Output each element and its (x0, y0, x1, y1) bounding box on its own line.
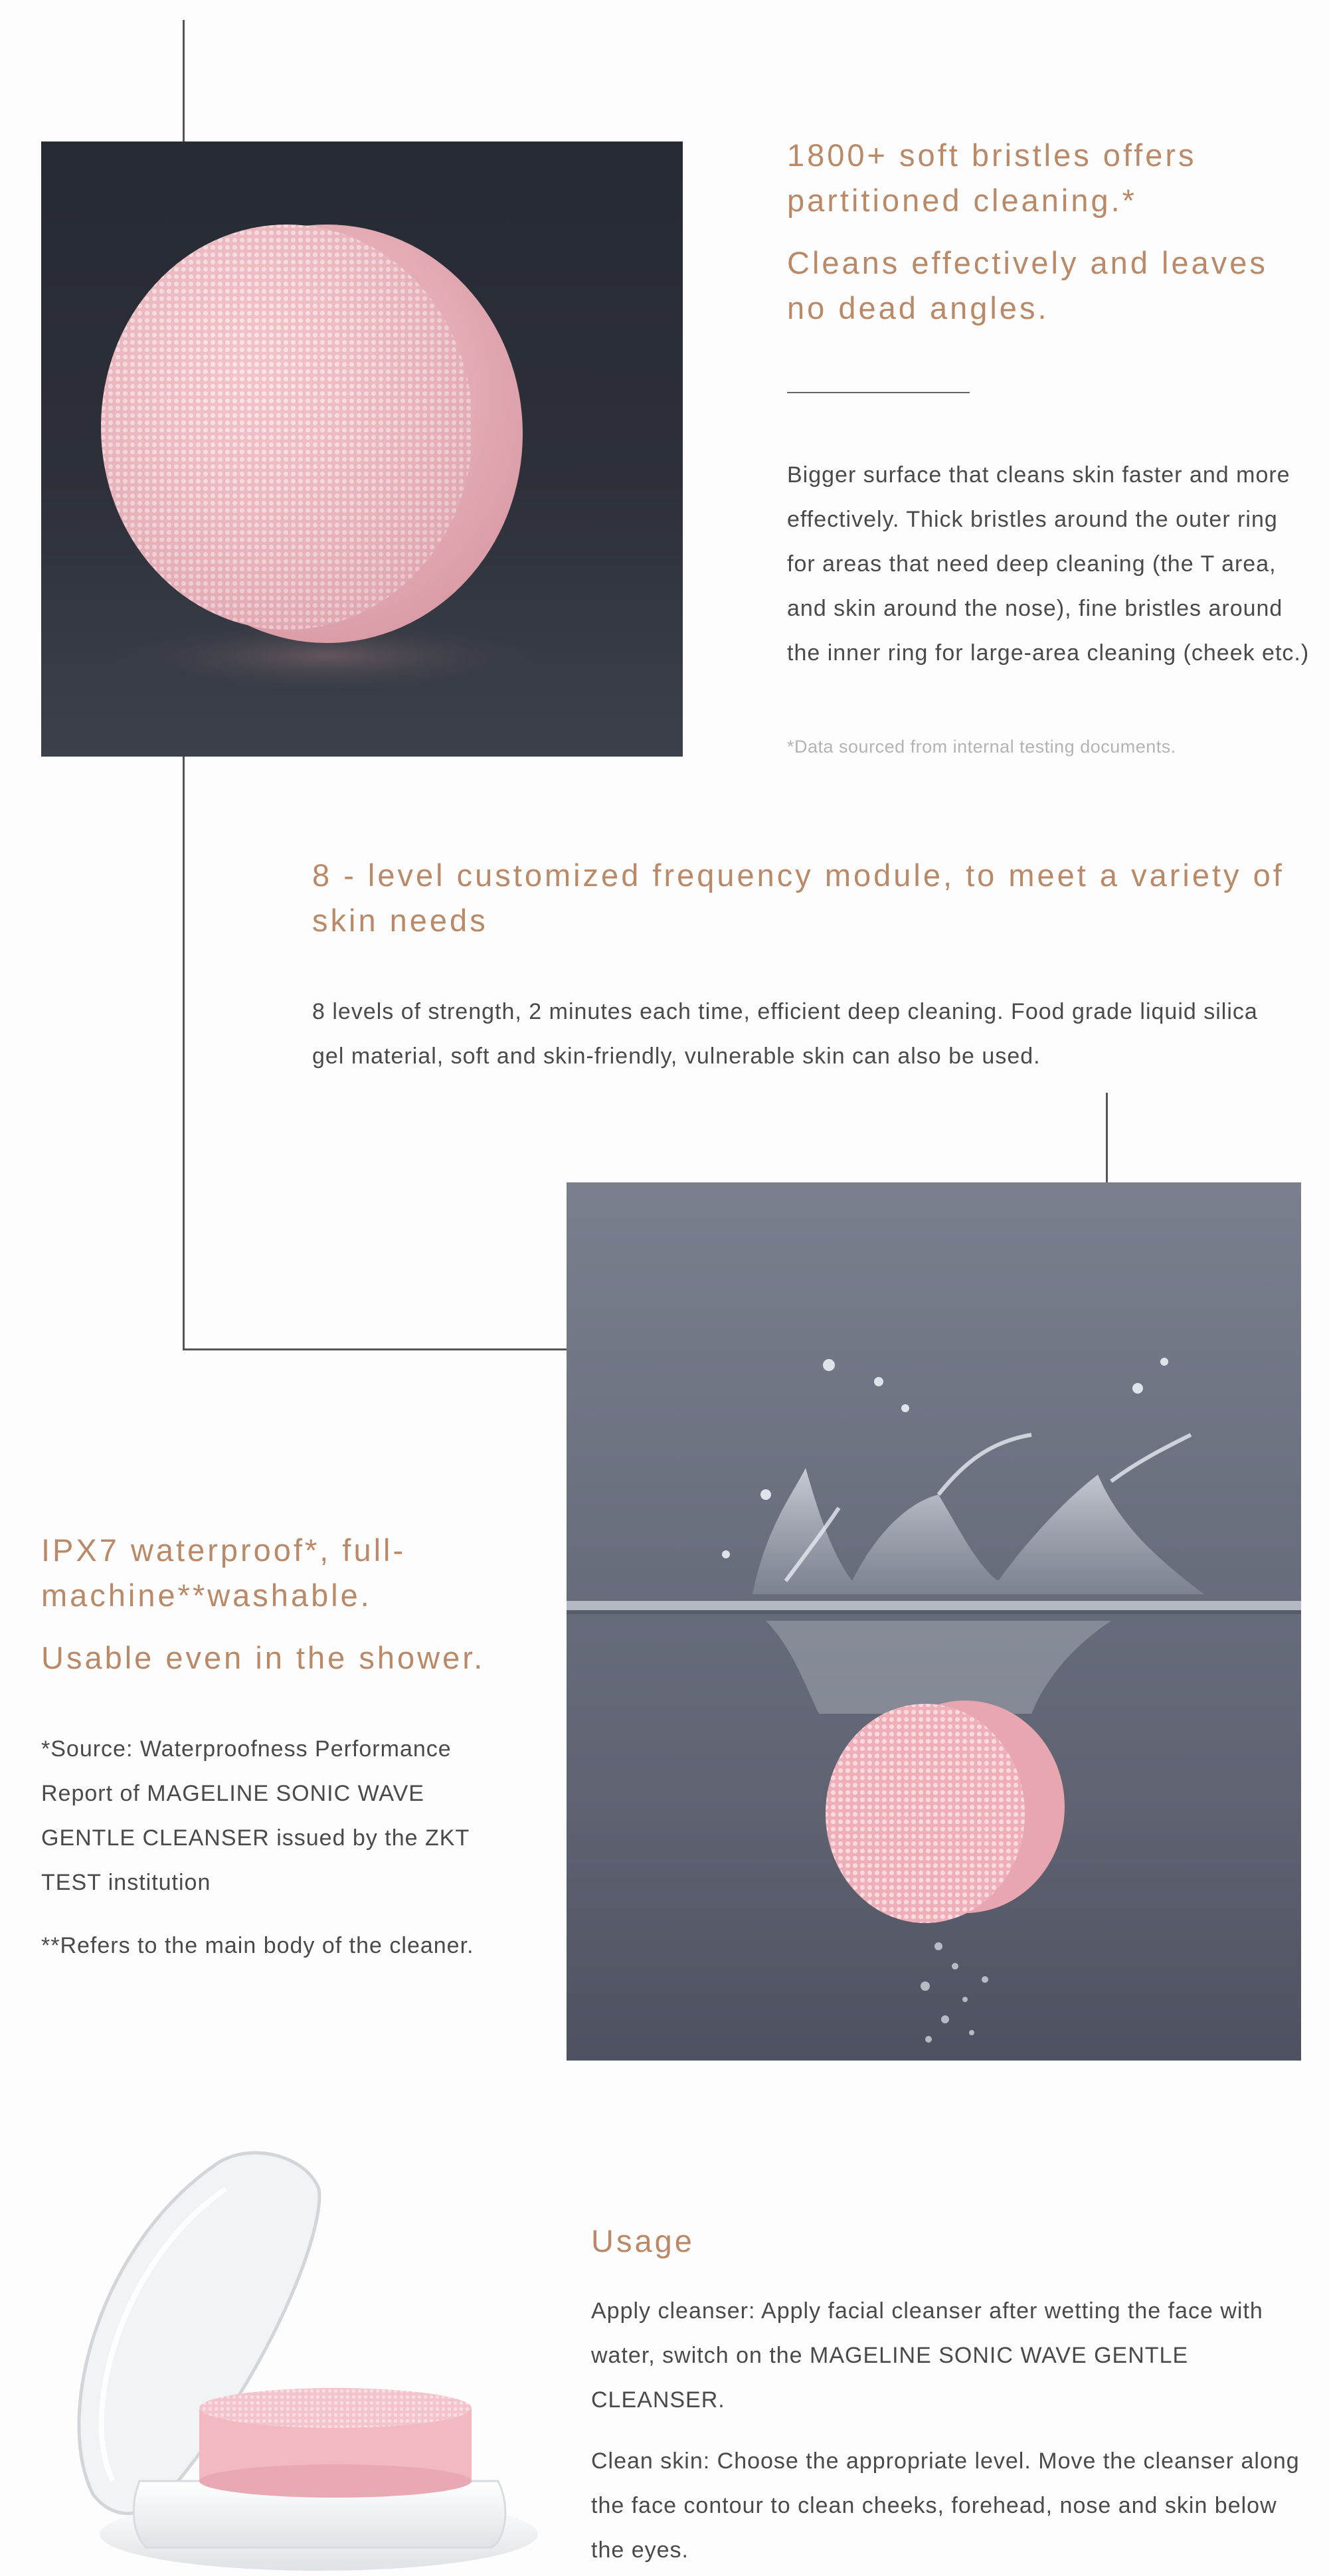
bristles-heading-2: Cleans effectively and leaves no dead angles. (787, 245, 1268, 325)
bristles-description: Bigger surface that cleans skin faster and more effectively. Thick bristles around the outer ring for areas that need deep cleaning (the T area, and skin around the nose), fine bristles around the inner ring for large-area cleaning (cheek etc.) (787, 462, 1310, 666)
waterproof-heading-1: IPX7 waterproof*, full-machine**washable. (41, 1532, 406, 1613)
divider (787, 392, 970, 393)
pink-brush-icon (41, 141, 683, 757)
data-source-note: *Data sourced from internal testing documents. (787, 737, 1176, 757)
waterproof-note: **Refers to the main body of the cleaner. (41, 1933, 474, 1958)
splash-image (567, 1182, 1301, 2061)
connector-line-horizontal (183, 1348, 567, 1350)
usage-title: Usage (591, 2223, 695, 2258)
usage-step-apply: Apply cleanser: Apply facial cleanser after wetting the face with water, switch on the MAGELINE SONIC WAVE GENTLE CLEANSER. (591, 2298, 1263, 2413)
waterproof-source: *Source: Waterproofness Performance Report of MAGELINE SONIC WAVE GENTLE CLEANSER issued by the ZKT TEST institution (41, 1736, 470, 1895)
waterproof-heading-2: Usable even in the shower. (41, 1640, 486, 1675)
frequency-description: 8 levels of strength, 2 minutes each time, efficient deep cleaning. Food grade liquid silica gel material, soft and skin-friendly, vulnerable skin can also be used. (312, 999, 1258, 1069)
brush-image (41, 141, 683, 757)
cleanser-cover-icon (40, 2149, 545, 2576)
connector-line-left (183, 756, 185, 1350)
connector-line-right (1106, 1093, 1108, 1182)
cleanser-with-cover-image (40, 2149, 545, 2576)
water-splash-icon (567, 1182, 1301, 2061)
connector-line-top (183, 20, 185, 141)
frequency-heading: 8 - level customized frequency module, to meet a variety of skin needs (312, 858, 1285, 938)
usage-step-clean: Clean skin: Choose the appropriate level. Move the cleanser along the face contour to clean cheeks, forehead, nose and skin below the eyes. (591, 2448, 1300, 2563)
bristles-heading-1: 1800+ soft bristles offers partitioned cleaning.* (787, 138, 1197, 218)
